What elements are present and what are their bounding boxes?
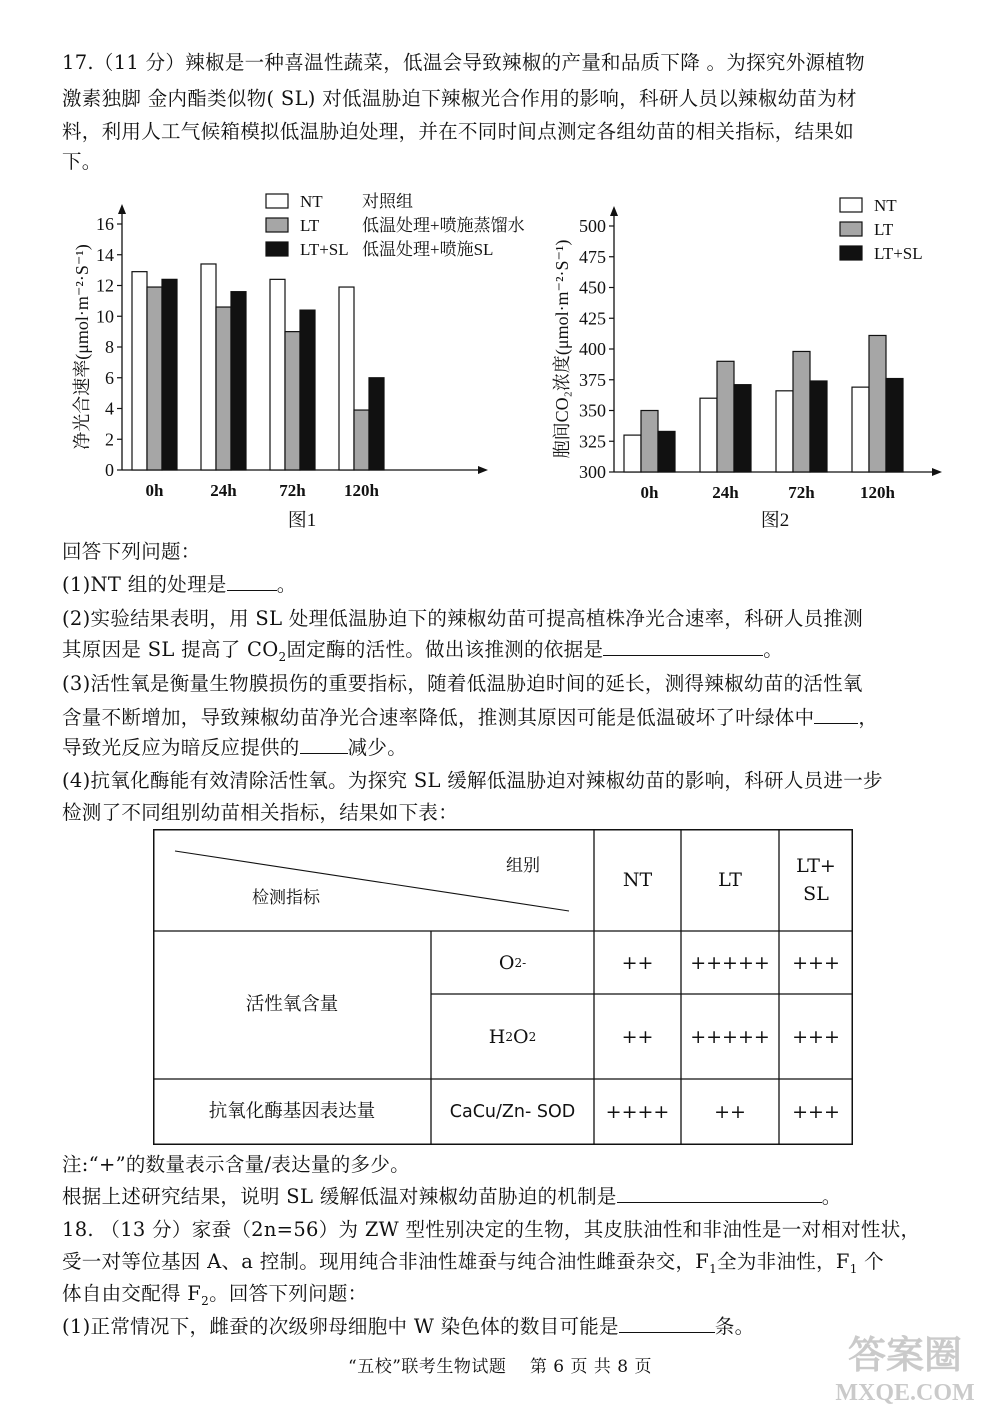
bar-lt-0h: [641, 411, 658, 473]
y-tick-label: 4: [105, 398, 114, 419]
q18-text-d: 体自由交配得 F: [62, 1282, 202, 1305]
q1-text: (1)NT 组的处理是: [62, 573, 227, 596]
enzyme-gene-name: CaCu/Zn- SOD: [449, 1102, 576, 1122]
q1-end: 。: [276, 573, 297, 596]
q17-intro-line-1: 17.（11 分）辣椒是一种喜温性蔬菜，低温会导致辣椒的产量和品质下降 。为探究外源植物: [62, 51, 865, 74]
y-tick-label: 450: [579, 277, 606, 298]
legend-desc-lt-sl: 低温处理+喷施SL: [362, 240, 494, 259]
x-tick-label: 24h: [210, 481, 237, 500]
q2-subscript: 2: [278, 649, 287, 664]
legend-desc-nt: 对照组: [362, 192, 413, 211]
bar-nt-0h: [132, 272, 147, 470]
mechanism-end: 。: [821, 1185, 842, 1208]
q3-text-a: 含量不断增加，导致辣椒幼苗净光合速率降低，推测其原因可能是低温破坏了叶绿体中: [62, 706, 815, 729]
y-tick-label: 14: [96, 244, 114, 265]
y-tick-label: 0: [105, 460, 114, 480]
mechanism-blank[interactable]: [617, 1182, 822, 1203]
legend-label-nt: NT: [300, 192, 323, 211]
legend-swatch-lt-sl: [266, 242, 288, 256]
y-tick-label: 12: [96, 275, 114, 296]
h2o2-sub1: 2: [505, 1029, 513, 1044]
chart-title: 图2: [760, 510, 790, 531]
mechanism-question: [62, 1182, 954, 1212]
x-tick-label: 72h: [788, 483, 815, 502]
x-tick-label: 120h: [860, 483, 895, 502]
figure-1-chart: [58, 180, 538, 540]
bar-nt-120h: [339, 287, 354, 470]
q1-blank[interactable]: [227, 570, 277, 591]
figure-2-chart: [548, 180, 948, 540]
q3-text-c: 导致光反应为暗反应提供的: [62, 736, 300, 759]
row-label-ros: 活性氧含量: [245, 994, 339, 1015]
q2-line-2: [62, 635, 954, 672]
y-axis-arrow: [610, 206, 618, 216]
y-axis-label: 净光合速率(μmol·m⁻²·S⁻¹): [72, 244, 92, 450]
q17-intro-line-4: 下。: [62, 150, 102, 173]
y-tick-label: 8: [105, 337, 114, 357]
bar-lt-sl-72h: [810, 381, 827, 472]
y-axis-arrow: [118, 204, 126, 214]
watermark-logo: [815, 1328, 990, 1408]
col-header-lt-sl-line1: LT+: [796, 855, 836, 877]
q18-text-b: 全为非油性，F: [717, 1250, 850, 1273]
header-index-label: 检测指标: [252, 888, 320, 908]
q18-sub-1: 1: [709, 1261, 718, 1276]
row-label-enzyme: 抗氧化酶基因表达量: [208, 1101, 376, 1122]
watermark-line-2: MXQE.COM: [835, 1380, 975, 1406]
q2-line-1: (2)实验结果表明，用 SL 处理低温胁迫下的辣椒幼苗可提高植株净光合速率，科研人员推测: [62, 607, 864, 630]
col-header-lt-sl-line2: SL: [803, 883, 829, 905]
sub-row-h2o2: [431, 994, 594, 1079]
q3-blank-2[interactable]: [300, 733, 348, 754]
q18-blank[interactable]: [619, 1312, 715, 1333]
table-note: 注:“+”的数量表示含量/表达量的多少。: [62, 1153, 410, 1176]
bar-lt-0h: [147, 287, 162, 470]
bar-lt-72h: [793, 351, 810, 472]
q18-line-3: [62, 1279, 954, 1316]
cell-h2o2-lt: +++++: [690, 1025, 770, 1048]
watermark-line-1: 答案圈: [847, 1335, 963, 1377]
q18-text-c: 个: [857, 1250, 884, 1273]
bar-nt-24h: [201, 264, 216, 470]
q2-text-a: 其原因是 SL 提高了 CO: [62, 638, 279, 661]
h2o2-sub2: 2: [528, 1029, 537, 1044]
legend-swatch-lt: [840, 222, 862, 236]
legend-label-lt: LT: [874, 220, 894, 239]
cell-o2-nt: ++: [621, 951, 654, 974]
bar-lt-sl-72h: [300, 310, 315, 470]
y-tick-label: 375: [579, 369, 606, 390]
bar-lt-120h: [354, 410, 369, 470]
x-axis-arrow: [932, 468, 942, 476]
o2-sub: 2: [514, 955, 523, 970]
q3-line-2: [62, 703, 954, 733]
header-group-label: 组别: [506, 856, 540, 876]
legend-label-lt-sl: LT+SL: [300, 240, 349, 259]
results-table: [153, 829, 853, 1145]
x-tick-label: 0h: [640, 483, 659, 502]
bar-nt-72h: [776, 391, 793, 472]
page-footer: “五校”联考生物试题 第 6 页 共 8 页: [348, 1357, 652, 1377]
cell-h2o2-lt-sl: +++: [792, 1025, 840, 1048]
col-header-lt: LT: [718, 869, 742, 891]
x-tick-label: 24h: [712, 483, 739, 502]
legend-desc-lt: 低温处理+喷施蒸馏水: [362, 216, 525, 235]
bar-lt-sl-24h: [231, 292, 246, 470]
q3-line-1: (3)活性氧是衡量生物膜损伤的重要指标，随着低温胁迫时间的延长，测得辣椒幼苗的活性氧: [62, 672, 863, 695]
bar-lt-sl-120h: [369, 378, 384, 470]
bar-lt-24h: [717, 361, 734, 472]
cell-h2o2-nt: ++: [621, 1025, 654, 1048]
cell-o2-lt: +++++: [690, 951, 770, 974]
bar-lt-72h: [285, 332, 300, 470]
x-tick-label: 72h: [279, 481, 306, 500]
q3-end: 减少。: [347, 736, 408, 759]
bar-nt-0h: [624, 435, 641, 472]
legend-swatch-nt: [266, 194, 288, 208]
y-tick-label: 400: [579, 339, 606, 359]
x-tick-label: 0h: [145, 481, 164, 500]
q3-blank-1[interactable]: [814, 703, 858, 724]
q2-end: 。: [763, 638, 784, 661]
chart-title: 图1: [287, 510, 317, 531]
cell-sod-nt: ++++: [605, 1101, 670, 1123]
y-tick-label: 425: [579, 308, 606, 329]
question-1: [62, 570, 954, 600]
y-tick-label: 350: [579, 400, 606, 421]
legend-swatch-nt: [840, 198, 862, 212]
y-tick-label: 6: [105, 367, 114, 388]
cell-sod-lt: ++: [714, 1101, 746, 1123]
q18-sub-2: 1: [849, 1261, 858, 1276]
x-tick-label: 120h: [344, 481, 379, 500]
questions-intro: 回答下列问题：: [62, 540, 201, 563]
h2o2-o: O: [513, 1025, 529, 1048]
y-axis-label: 胞间CO₂浓度(μmol·m⁻²·S⁻¹): [552, 239, 572, 459]
q18-line-1: 18. （13 分）家蚕（2n=56）为 ZW 型性别决定的生物，其皮肤油性和非油性是一对相对性状，: [62, 1218, 921, 1241]
cell-sod-lt-sl: +++: [792, 1101, 840, 1123]
bar-nt-72h: [270, 279, 285, 470]
bar-lt-120h: [869, 335, 886, 472]
y-tick-label: 325: [579, 431, 606, 452]
bar-nt-120h: [852, 387, 869, 472]
bar-lt-sl-24h: [734, 385, 751, 472]
q18-sub-3: 2: [201, 1293, 210, 1308]
col-header-lt-sl: [779, 829, 853, 931]
q18-text-e: 。回答下列问题：: [209, 1282, 368, 1305]
bar-lt-sl-120h: [886, 379, 903, 472]
o2-sup: -: [522, 955, 527, 970]
mechanism-text: 根据上述研究结果，说明 SL 缓解低温对辣椒幼苗胁迫的机制是: [62, 1185, 617, 1208]
q18-text-a: 受一对等位基因 A、a 控制。现用纯合非油性雄蚕与纯合油性雌蚕杂交，F: [62, 1250, 710, 1273]
bar-lt-sl-0h: [162, 279, 177, 470]
y-tick-label: 16: [96, 214, 114, 234]
h2o2-h: H: [488, 1025, 506, 1048]
q3-line-3: [62, 733, 954, 763]
o2-o: O: [498, 951, 515, 974]
q18-end: 条。: [714, 1315, 755, 1338]
q2-blank[interactable]: [603, 635, 763, 656]
bar-nt-24h: [700, 398, 717, 472]
legend-label-lt: LT: [300, 216, 320, 235]
y-tick-label: 500: [579, 216, 606, 236]
y-tick-label: 300: [579, 462, 606, 482]
q3-comma: ，: [858, 706, 879, 729]
legend-label-lt-sl: LT+SL: [874, 244, 923, 263]
bar-lt-24h: [216, 307, 231, 470]
q17-intro-line-2: 激素独脚 金内酯类似物( SL) 对低温胁迫下辣椒光合作用的影响，科研人员以辣椒幼苗为材: [62, 87, 857, 110]
legend-swatch-lt: [266, 218, 288, 232]
legend-swatch-lt-sl: [840, 246, 862, 260]
y-tick-label: 2: [105, 429, 114, 450]
q2-text-b: 固定酶的活性。做出该推测的依据是: [286, 638, 604, 661]
legend-label-nt: NT: [874, 196, 897, 215]
bar-lt-sl-0h: [658, 431, 675, 472]
y-tick-label: 10: [96, 306, 114, 327]
sub-row-o2: [431, 931, 594, 994]
cell-o2-lt-sl: +++: [792, 951, 840, 974]
q4-line-1: (4)抗氧化酶能有效清除活性氧。为探究 SL 缓解低温胁迫对辣椒幼苗的影响，科研人员进一步: [62, 769, 883, 792]
y-tick-label: 475: [579, 246, 606, 267]
col-header-nt: NT: [622, 869, 653, 891]
q4-line-2: 检测了不同组别幼苗相关指标，结果如下表：: [62, 801, 459, 824]
q18-text-f: (1)正常情况下，雌蚕的次级卵母细胞中 W 染色体的数目可能是: [62, 1315, 619, 1338]
q17-intro-line-3: 料，利用人工气候箱模拟低温胁迫处理，并在不同时间点测定各组幼苗的相关指标，结果如: [62, 120, 855, 143]
x-axis-arrow: [478, 466, 488, 474]
